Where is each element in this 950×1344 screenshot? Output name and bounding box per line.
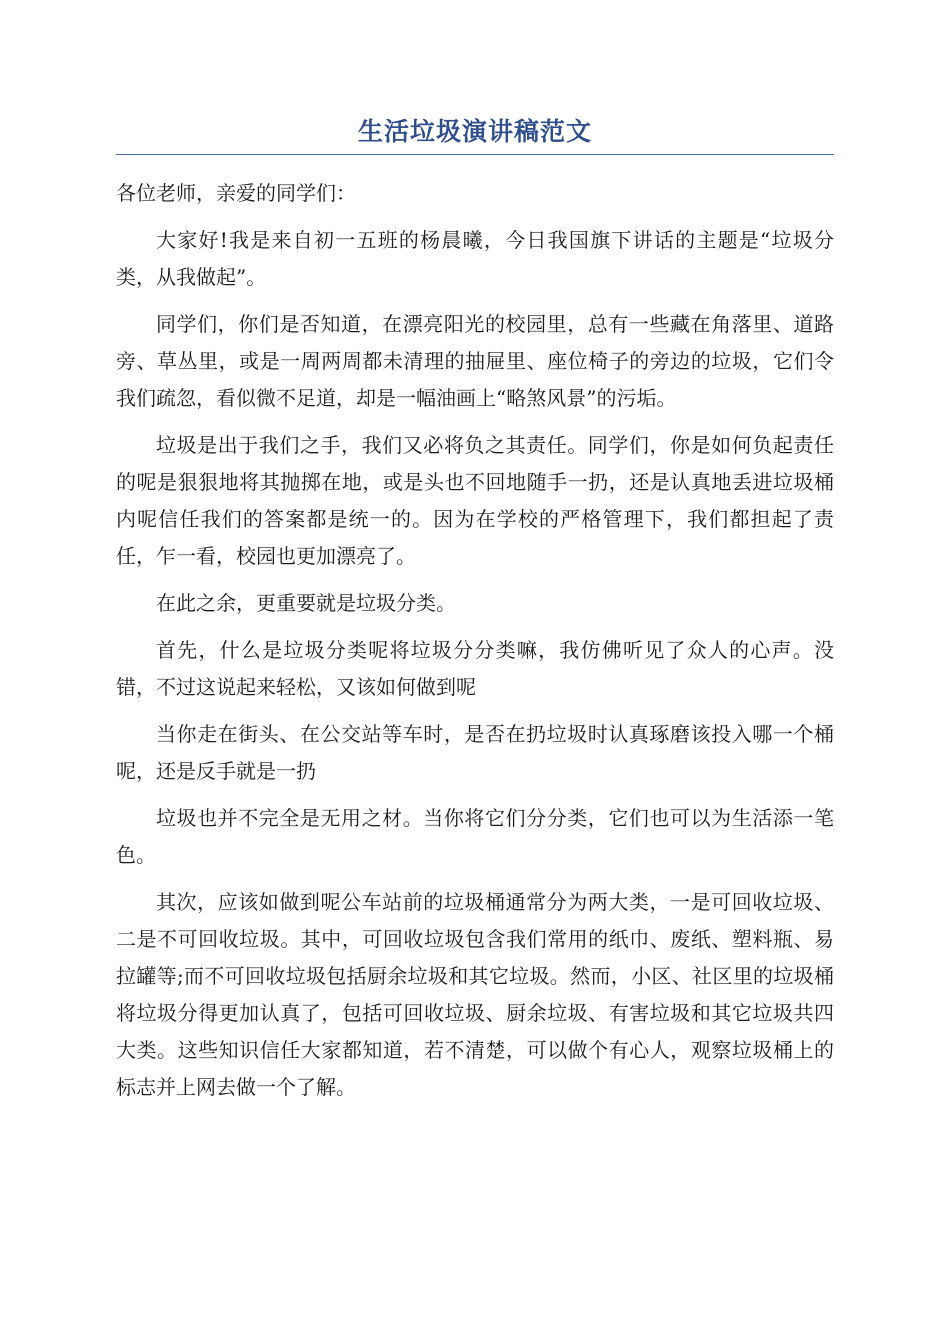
paragraph: 首先，什么是垃圾分类呢将垃圾分分类嘛，我仿佛听见了众人的心声。没错，不过这说起来轻松，又该如何做到呢	[116, 638, 834, 699]
title-underline	[116, 154, 834, 155]
salutation: 各位老师，亲爱的同学们：	[116, 181, 356, 205]
document-title: 生活垃圾演讲稿范文	[357, 117, 592, 146]
paragraph: 同学们，你们是否知道，在漂亮阳光的校园里，总有一些藏在角落里、道路旁、草丛里，或是一周两周都未清理的抽屉里、座位椅子的旁边的垃圾，它们令我们疏忽，看似微不足道，却是一幅油画上“略煞风景”的污垢。	[116, 312, 834, 410]
paragraph: 其次，应该如做到呢公车站前的垃圾桶通常分为两大类，一是可回收垃圾、二是不可回收垃圾。其中，可回收垃圾包含我们常用的纸巾、废纸、塑料瓶、易拉罐等;而不可回收垃圾包括厨余垃圾和其它垃圾。然而，小区、社区里的垃圾桶将垃圾分得更加认真了，包括可回收垃圾、厨余垃圾、有害垃圾和其它垃圾共四大类。这些知识信任大家都知道，若不清楚，可以做个有心人，观察垃圾桶上的标志并上网去做一个了解。	[116, 890, 834, 1099]
paragraph: 垃圾也并不完全是无用之材。当你将它们分分类，它们也可以为生活添一笔色。	[116, 806, 834, 867]
paragraph: 在此之余，更重要就是垃圾分类。	[156, 591, 456, 615]
paragraph: 大家好!我是来自初一五班的杨晨曦，今日我国旗下讲话的主题是“垃圾分类，从我做起”。	[116, 228, 834, 289]
paragraph: 垃圾是出于我们之手，我们又必将负之其责任。同学们，你是如何负起责任的呢是狠狠地将其抛掷在地，或是头也不回地随手一扔，还是认真地丢进垃圾桶内呢信任我们的答案都是统一的。因为在学校的严格管理下，我们都担起了责任，乍一看，校园也更加漂亮了。	[116, 433, 834, 568]
paragraph: 当你走在街头、在公交站等车时，是否在扔垃圾时认真琢磨该投入哪一个桶呢，还是反手就是一扔	[116, 722, 834, 783]
document-page	[116, 112, 834, 1106]
